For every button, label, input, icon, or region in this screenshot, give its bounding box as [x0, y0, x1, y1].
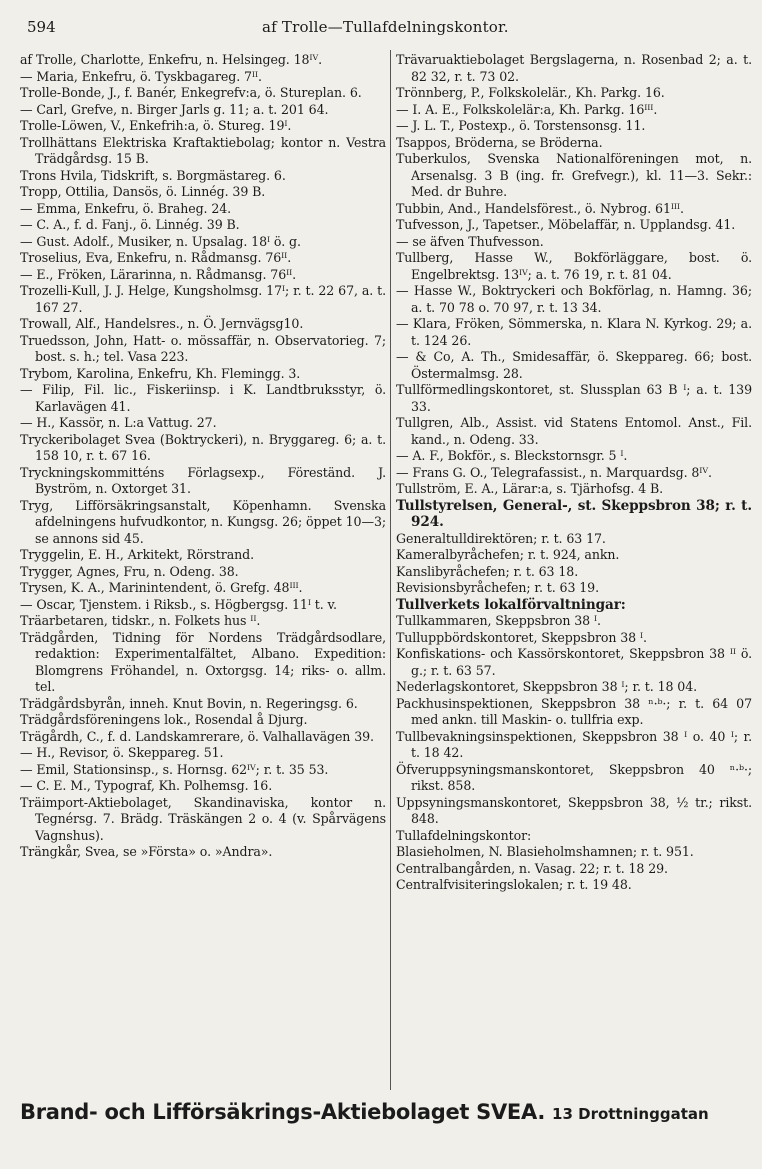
directory-entry: — J. L. T., Postexp., ö. Torstensonsg. 11.	[396, 118, 646, 133]
directory-entry: Troselius, Eva, Enkefru, n. Rådmansg. 76ᴵᴵ.	[20, 250, 292, 265]
directory-entry: Trozelli-Kull, J. J. Helge, Kungsholmsg. 17ᴵ; r. t. 22 67, a. t. 167 27.	[20, 283, 386, 315]
directory-entry: Träarbetaren, tidskr., n. Folkets hus ᴵᴵ.	[20, 613, 261, 628]
directory-entry: — Hasse W., Boktryckeri och Bokförlag, n. Hamng. 36; a. t. 70 78 o. 70 97, r. t. 13 34.	[396, 283, 752, 315]
directory-entry: Tufvesson, J., Tapetser., Möbelaffär, n. Upplandsg. 41.	[396, 217, 736, 232]
directory-entry: Trädgårdsföreningens lok., Rosendal å Djurg.	[20, 712, 308, 727]
directory-entry: Packhusinspektionen, Skeppsbron 38 ⁿ·ᵇ·; r. t. 64 07 med ankn. till Maskin- o. tullfria exp.	[396, 695, 752, 727]
directory-entry: Trolle-Bonde, J., f. Banér, Enkegrefv:a, ö. Stureplan. 6.	[20, 85, 362, 100]
directory-entry: — Carl, Grefve, n. Birger Jarls g. 11; a. t. 201 64.	[20, 101, 329, 117]
directory-entry: Konfiskations- och Kassörskontoret, Skeppsbron 38 ᴵᴵ ö. g.; r. t. 63 57.	[396, 646, 752, 678]
running-head: af Trolle—Tullafdelningskontor.	[262, 18, 509, 36]
directory-entry: — Frans G. O., Telegrafassist., n. Marquardsg. 8ᴵⱽ.	[396, 464, 712, 480]
right-column	[396, 52, 752, 1090]
directory-entry: Trävaruaktiebolaget Bergslagerna, n. Rosenbad 2; a. t. 82 32, r. t. 73 02.	[396, 52, 752, 84]
directory-entry: — H., Revisor, ö. Skeppareg. 51.	[20, 745, 224, 760]
directory-entry: Trädgårdsbyrån, inneh. Knut Bovin, n. Regeringsg. 6.	[20, 695, 358, 711]
directory-entry: — se äfven Thufvesson.	[396, 233, 544, 249]
directory-entry: Tullberg, Hasse W., Bokförläggare, bost. ö. Engelbrektsg. 13ᴵⱽ; a. t. 76 19, r. t. 81 04.	[396, 250, 752, 282]
page-number: 594	[27, 18, 56, 36]
directory-entry: Generaltulldirektören; r. t. 63 17.	[396, 530, 606, 546]
directory-entry: Centralfvisiteringslokalen; r. t. 19 48.	[396, 877, 632, 892]
directory-entry: Trädgården, Tidning för Nordens Trädgårdsodlare, redaktion: Experimentalfältet, Albano. Expedition: Blomgrens Fröhandel, n. Oxtorgsg. 14; riks- o. allm. tel.	[20, 629, 386, 694]
directory-entry: Centralbangården, n. Vasag. 22; r. t. 18 29.	[396, 860, 668, 876]
footer-address: 13 Drottninggatan	[552, 1105, 709, 1123]
footer-advert-text: Brand- och Lifförsäkrings-Aktiebolaget SVEA.	[20, 1100, 545, 1124]
directory-entry: Trybom, Karolina, Enkefru, Kh. Flemingg. 3.	[20, 365, 301, 381]
directory-entry: Tullafdelningskontor:	[396, 827, 532, 843]
directory-entry: Kanslibyråchefen; r. t. 63 18.	[396, 563, 579, 579]
directory-entry: — Emma, Enkefru, ö. Braheg. 24.	[20, 200, 232, 216]
directory-entry: — I. A. E., Folkskolelär:a, Kh. Parkg. 16ᴵᴵᴵ.	[396, 101, 658, 117]
directory-entry: — Klara, Fröken, Sömmerska, n. Klara N. Kyrkog. 29; a. t. 124 26.	[396, 316, 752, 348]
directory-entry: Kameralbyråchefen; r. t. 924, ankn.	[396, 547, 620, 562]
directory-entry: — Oscar, Tjenstem. i Riksb., s. Högbergsg. 11ᴵ t. v.	[20, 596, 337, 612]
directory-entry: Trollhättans Elektriska Kraftaktiebolag; kontor n. Vestra Trädgårdsg. 15 B.	[20, 134, 386, 166]
directory-entry: Trolle-Löwen, V., Enkefrih:a, ö. Stureg. 19ᴵ.	[20, 118, 292, 133]
directory-entry: Tryg, Lifförsäkringsanstalt, Köpenhamn. Svenska afdelningens hufvudkontor, n. Kungsg. 26; öppet 10—3; se annons sid 45.	[20, 497, 386, 546]
directory-entry: Tryggelin, E. H., Arkitekt, Rörstrand.	[20, 547, 254, 562]
footer-advert	[20, 1100, 752, 1124]
directory-entry: — A. F., Bokför., s. Bleckstornsgr. 5 ᴵ.	[396, 448, 628, 463]
directory-entry: Tsappos, Bröderna, se Bröderna.	[396, 134, 603, 150]
directory-entry: Tropp, Ottilia, Dansös, ö. Linnég. 39 B.	[20, 184, 266, 199]
directory-entry: — Gust. Adolf., Musiker, n. Upsalag. 18ᴵ ö. g.	[20, 233, 301, 249]
directory-entry: — & Co, A. Th., Smidesaffär, ö. Skeppareg. 66; bost. Östermalmsg. 28.	[396, 349, 752, 381]
directory-entry: — Emil, Stationsinsp., s. Hornsg. 62ᴵⱽ; r. t. 35 53.	[20, 761, 329, 777]
directory-entry: — C. E. M., Typograf, Kh. Polhemsg. 16.	[20, 778, 273, 793]
directory-entry: Trysen, K. A., Marinintendent, ö. Grefg. 48ᴵᴵᴵ.	[20, 580, 303, 595]
directory-entry: Revisionsbyråchefen; r. t. 63 19.	[396, 580, 599, 595]
section-heading: Tullverkets lokalförvaltningar:	[396, 596, 626, 613]
directory-entry: Tryckeribolaget Svea (Boktryckeri), n. Bryggareg. 6; a. t. 158 10, r. t. 67 16.	[20, 431, 386, 463]
directory-entry: Tullkammaren, Skeppsbron 38 ᴵ.	[396, 613, 601, 628]
directory-entry: Tuberkulos, Svenska Nationalföreningen mot, n. Arsenalsg. 3 B (ing. fr. Grefvegr.), kl. 11—3. Sekr.: Med. dr Buhre.	[396, 151, 752, 199]
directory-entry: — Filip, Fil. lic., Fiskeriinsp. i K. Landtbruksstyr, ö. Karlavägen 41.	[20, 382, 386, 414]
directory-entry: Tullförmedlingskontoret, st. Slussplan 63 B ᴵ; a. t. 139 33.	[396, 382, 752, 414]
left-column	[20, 52, 386, 1090]
directory-entry: Tryckningskommitténs Förlagsexp., Föreständ. J. Byström, n. Oxtorget 31.	[20, 464, 386, 496]
directory-entry: — Maria, Enkefru, ö. Tyskbagareg. 7ᴵᴵ.	[20, 68, 262, 84]
directory-entry: Tulluppbördskontoret, Skeppsbron 38 ᴵ.	[396, 629, 647, 645]
directory-entry: Tullgren, Alb., Assist. vid Statens Entomol. Anst., Fil. kand., n. Odeng. 33.	[396, 415, 752, 447]
directory-entry: Träimport-Aktiebolaget, Skandinaviska, kontor n. Tegnérsg. 7. Brädg. Träskängen 2 o. 4 (v. Spårvägens Vagnshus).	[20, 794, 386, 843]
directory-entry: Trängkår, Svea, se »Första» o. »Andra».	[20, 844, 273, 859]
directory-entry: Tullbevakningsinspektionen, Skeppsbron 38 ᴵ o. 40 ᴵ; r. t. 18 42.	[396, 728, 752, 760]
directory-entry: Trygger, Agnes, Fru, n. Odeng. 38.	[20, 563, 239, 579]
directory-entry: Blasieholmen, N. Blasieholmshamnen; r. t. 951.	[396, 844, 694, 859]
directory-entry: Truedsson, John, Hatt- o. mössaffär, n. Observatorieg. 7; bost. s. h.; tel. Vasa 223.	[20, 332, 386, 364]
directory-entry: af Trolle, Charlotte, Enkefru, n. Helsingeg. 18ᴵⱽ.	[20, 52, 322, 67]
directory-entry: Öfveruppsyningsmanskontoret, Skeppsbron 40 ⁿ·ᵇ·; rikst. 858.	[396, 761, 752, 793]
directory-entry: Trönnberg, P., Folkskolelär., Kh. Parkg. 16.	[396, 85, 665, 100]
column-divider	[390, 50, 391, 1090]
directory-entry: Trons Hvila, Tidskrift, s. Borgmästareg. 6.	[20, 167, 286, 183]
directory-entry: — E., Fröken, Lärarinna, n. Rådmansg. 76ᴵᴵ.	[20, 266, 297, 282]
directory-entry: Uppsyningsmanskontoret, Skeppsbron 38, ½ tr.; rikst. 848.	[396, 794, 752, 826]
section-heading: Tullstyrelsen, General-, st. Skeppsbron 38; r. t. 924.	[396, 497, 752, 530]
directory-entry: Tullström, E. A., Lärar:a, s. Tjärhofsg. 4 B.	[396, 481, 664, 496]
directory-entry: Trowall, Alf., Handelsres., n. Ö. Jernvägsg10.	[20, 316, 304, 331]
directory-entry: Tubbin, And., Handelsförest., ö. Nybrog. 61ᴵᴵᴵ.	[396, 200, 684, 216]
directory-entry: Nederlagskontoret, Skeppsbron 38 ᴵ; r. t. 18 04.	[396, 679, 698, 694]
directory-entry: — H., Kassör, n. L:a Vattug. 27.	[20, 415, 217, 430]
directory-entry: — C. A., f. d. Fanj., ö. Linnég. 39 B.	[20, 217, 240, 232]
directory-entry: Trägårdh, C., f. d. Landskamrerare, ö. Valhallavägen 39.	[20, 728, 374, 744]
